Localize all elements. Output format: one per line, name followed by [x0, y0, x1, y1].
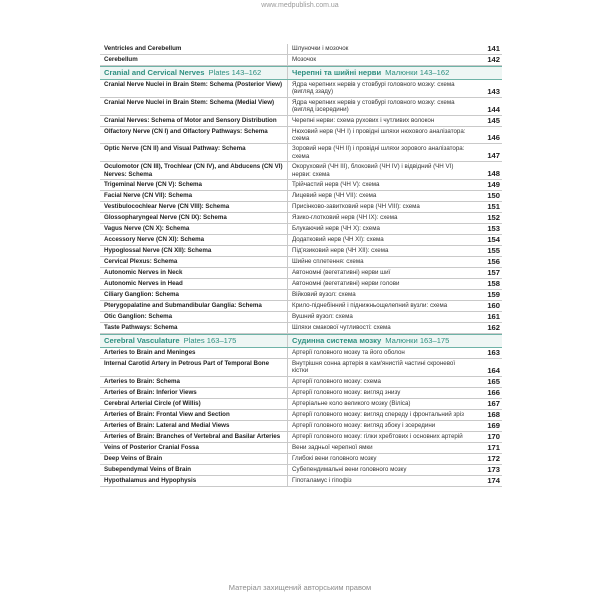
page-number: 157: [487, 268, 500, 278]
section-header-row: [100, 66, 502, 80]
entry-title-ua: Язико-глотковий нерв (ЧН IX): схема: [292, 214, 398, 222]
page-number: 169: [487, 420, 500, 430]
toc-row: [100, 127, 502, 145]
entry-title-en: Hypoglossal Nerve (CN XII): Schema: [100, 246, 288, 256]
page-number: 168: [487, 409, 500, 419]
section-title-ua: [288, 335, 476, 347]
toc-row: [100, 55, 502, 66]
page-number: 174: [487, 475, 500, 485]
entry-title-ua: Війковий вузол: схема: [292, 291, 356, 299]
entry-title-en: Ciliary Ganglion: Schema: [100, 290, 288, 300]
copyright-footer: Матеріал захищений авторським правом: [228, 583, 372, 592]
toc-row: [100, 224, 502, 235]
entry-title-ua: Гіпоталамус і гіпофіз: [292, 476, 352, 484]
entry-title-en: Taste Pathways: Schema: [100, 323, 288, 333]
page-number: 167: [487, 398, 500, 408]
section-title-en: [100, 335, 288, 347]
section-header-row: [100, 334, 502, 348]
entry-title-ua: Вушний вузол: схема: [292, 313, 353, 321]
entry-title-ua: Крило-піднебінний і піднижньощелепний вузли: схема: [292, 302, 448, 310]
toc-row: [100, 312, 502, 323]
toc-row: [100, 98, 502, 116]
page-number: 155: [487, 246, 500, 256]
page-number: 165: [487, 376, 500, 386]
page-number: 154: [487, 235, 500, 245]
entry-title-en: Cranial Nerve Nuclei in Brain Stem: Schema (Medial View): [100, 98, 288, 115]
toc-row: [100, 432, 502, 443]
entry-title-ua: Вени задньої черепної ямки: [292, 443, 373, 451]
section-plates-en: Plates 163–175: [183, 336, 237, 346]
entry-title-ua: Шляхи смакової чутливості: схема: [292, 324, 391, 332]
page-number: 159: [487, 290, 500, 300]
toc-row: [100, 268, 502, 279]
entry-title-ua: Ядра черепних нервів у стовбурі головного мозку: схема (вигляд ззаду): [292, 81, 455, 96]
page-number: 162: [487, 323, 500, 333]
entry-title-en: Facial Nerve (CN VII): Schema: [100, 191, 288, 201]
section-title-ua-text: Черепні та шийні нерви: [292, 68, 382, 77]
entry-title-ua: Присінково-завитковий нерв (ЧН VIII): схема: [292, 203, 420, 211]
page-number: 170: [487, 431, 500, 441]
page-number: 150: [487, 191, 500, 201]
toc-row: [100, 410, 502, 421]
page-number: 144: [487, 104, 500, 114]
section-title-en-text: Cranial and Cervical Nerves: [104, 68, 205, 77]
entry-title-ua: Ядра черепних нервів у стовбурі головного мозку: схема (вигляд ізсередини): [292, 98, 455, 114]
entry-title-ua: Черепні нерви: схема рухових і чутливих волокон: [292, 116, 435, 124]
entry-title-en: Vestibulocochlear Nerve (CN VIII): Schema: [100, 202, 288, 212]
entry-title-ua: Додатковий нерв (ЧН XI): схема: [292, 236, 384, 244]
page-number: 166: [487, 387, 500, 397]
entry-title-en: Ventricles and Cerebellum: [100, 44, 288, 54]
entry-title-en: Pterygopalatine and Submandibular Ganglia: Schema: [100, 301, 288, 311]
toc-row: [100, 388, 502, 399]
entry-title-ua: Глибокі вени головного мозку: [292, 454, 377, 462]
toc-row: [100, 180, 502, 191]
toc-row: [100, 235, 502, 246]
toc-row: [100, 348, 502, 359]
entry-title-en: Arteries of Brain: Frontal View and Section: [100, 410, 288, 420]
entry-title-en: Arteries of Brain: Inferior Views: [100, 388, 288, 398]
toc-row: [100, 454, 502, 465]
entry-title-ua: Під'язиковий нерв (ЧН XII): схема: [292, 247, 389, 255]
entry-title-en: Glossopharyngeal Nerve (CN IX): Schema: [100, 213, 288, 223]
toc-row: [100, 399, 502, 410]
page-number: 149: [487, 180, 500, 190]
toc-row: [100, 144, 502, 162]
toc-row: [100, 279, 502, 290]
entry-title-ua: Окоруховий (ЧН III), блоковий (ЧН IV) і відвідний (ЧН VI) нерви: схема: [292, 163, 454, 178]
entry-title-en: Vagus Nerve (CN X): Schema: [100, 224, 288, 234]
entry-title-en: Autonomic Nerves in Head: [100, 279, 288, 289]
entry-title-ua: Лицевий нерв (ЧН VII): схема: [292, 192, 377, 200]
section-plates-ua: Малюнки 163–175: [385, 336, 450, 346]
section-title-en: [100, 67, 288, 79]
page-number: 171: [487, 442, 500, 452]
page-number: 163: [487, 348, 500, 358]
entry-title-en: Trigeminal Nerve (CN V): Schema: [100, 180, 288, 190]
entry-title-en: Optic Nerve (CN II) and Visual Pathway: Schema: [100, 144, 288, 161]
page-number: 156: [487, 257, 500, 267]
entry-title-en: Subependymal Veins of Brain: [100, 465, 288, 475]
entry-title-ua: Трійчастий нерв (ЧН V): схема: [292, 181, 380, 189]
entry-title-ua: Артерії головного мозку: схема: [292, 377, 381, 385]
entry-title-en: Cranial Nerve Nuclei in Brain Stem: Schema (Posterior View): [100, 80, 288, 97]
page-number: 145: [487, 115, 500, 125]
toc-row: [100, 257, 502, 268]
entry-title-ua: Субепендимальні вени головного мозку: [292, 465, 407, 473]
entry-title-en: Autonomic Nerves in Neck: [100, 268, 288, 278]
entry-title-en: Olfactory Nerve (CN I) and Olfactory Pathways: Schema: [100, 127, 288, 144]
toc-row: [100, 443, 502, 454]
page-number: 172: [487, 453, 500, 463]
page-number: 142: [487, 55, 500, 64]
entry-title-ua: Нюховий нерв (ЧН I) і провідні шляхи нюхового аналізатора: схема: [292, 127, 466, 143]
toc-row: [100, 476, 502, 487]
toc-row: [100, 359, 502, 377]
entry-title-ua: Артерії головного мозку: гілки хребтових і основних артерій: [292, 432, 463, 440]
page-number: [476, 335, 502, 347]
page-number: 161: [487, 312, 500, 322]
page-number: 147: [487, 151, 500, 161]
entry-title-ua: Артерії головного мозку: вигляд спереду і фронтальний зріз: [292, 410, 464, 418]
page-number: 152: [487, 213, 500, 223]
table-of-contents: [100, 44, 502, 487]
toc-row: [100, 202, 502, 213]
section-plates-ua: Малюнки 143–162: [385, 68, 450, 77]
entry-title-en: Deep Veins of Brain: [100, 454, 288, 464]
site-url: www.medpublish.com.ua: [261, 2, 339, 9]
entry-title-ua: Зоровий нерв (ЧН II) і провідні шляхи зорового аналізатора: схема: [292, 145, 465, 160]
toc-row: [100, 80, 502, 98]
entry-title-en: Accessory Nerve (CN XI): Schema: [100, 235, 288, 245]
toc-row: [100, 191, 502, 202]
entry-title-ua: Артерії головного мозку: вигляд збоку і зсередини: [292, 421, 436, 429]
toc-row: [100, 116, 502, 127]
entry-title-en: Veins of Posterior Cranial Fossa: [100, 443, 288, 453]
section-plates-en: Plates 143–162: [208, 68, 262, 77]
entry-title-en: Otic Ganglion: Schema: [100, 312, 288, 322]
page-number: 146: [487, 133, 500, 143]
toc-row: [100, 421, 502, 432]
page-number: 164: [487, 365, 500, 375]
entry-title-en: Arteries of Brain: Lateral and Medial Views: [100, 421, 288, 431]
toc-row: [100, 213, 502, 224]
entry-title-ua: Артеріальне коло великого мозку (Віліса): [292, 399, 411, 407]
toc-row: [100, 323, 502, 334]
toc-row: [100, 290, 502, 301]
entry-title-en: Arteries to Brain and Meninges: [100, 348, 288, 358]
section-title-ua-text: Судинна система мозку: [292, 336, 382, 346]
entry-title-ua: Шлуночки і мозочок: [292, 45, 349, 52]
entry-title-ua: Автономні (вегетативні) нерви шиї: [292, 269, 391, 277]
page-number: 158: [487, 279, 500, 289]
page-number: 151: [487, 202, 500, 212]
toc-row: [100, 377, 502, 388]
entry-title-en: Cervical Plexus: Schema: [100, 257, 288, 267]
entry-title-ua: Артерії головного мозку та його оболон: [292, 349, 405, 357]
entry-title-ua: Внутрішня сонна артерія в кам'янистій частині скроневої кістки: [292, 360, 456, 375]
entry-title-ua: Блукаючий нерв (ЧН X): схема: [292, 225, 380, 233]
entry-title-en: Cerebellum: [100, 55, 288, 65]
entry-title-ua: Автономні (вегетативні) нерви голови: [292, 280, 400, 288]
toc-row: [100, 301, 502, 312]
page-number: 141: [487, 44, 500, 53]
entry-title-en: Cranial Nerves: Schema of Motor and Sensory Distribution: [100, 116, 288, 126]
page-number: 153: [487, 224, 500, 234]
page-number: 160: [487, 301, 500, 311]
section-title-en-text: Cerebral Vasculature: [104, 336, 180, 346]
entry-title-en: Internal Carotid Artery in Petrous Part of Temporal Bone: [100, 359, 288, 376]
toc-row: [100, 44, 502, 55]
entry-title-en: Arteries to Brain: Schema: [100, 377, 288, 387]
entry-title-en: Cerebral Arterial Circle (of Willis): [100, 399, 288, 409]
page-number: 173: [487, 464, 500, 474]
entry-title-en: Hypothalamus and Hypophysis: [100, 476, 288, 486]
page-number: 143: [487, 86, 500, 96]
page-number: [476, 67, 502, 79]
entry-title-ua: Шийне сплетення: схема: [292, 258, 364, 266]
toc-row: [100, 465, 502, 476]
section-title-ua: [288, 67, 476, 79]
toc-row: [100, 246, 502, 257]
toc-row: [100, 162, 502, 180]
entry-title-en: Arteries of Brain: Branches of Vertebral and Basilar Arteries: [100, 432, 288, 442]
page-number: 148: [487, 169, 500, 179]
entry-title-en: Oculomotor (CN III), Trochlear (CN IV), and Abducens (CN VI) Nerves: Schema: [100, 162, 288, 179]
entry-title-ua: Мозочок: [292, 56, 317, 63]
entry-title-ua: Артерії головного мозку: вигляд знизу: [292, 388, 401, 396]
